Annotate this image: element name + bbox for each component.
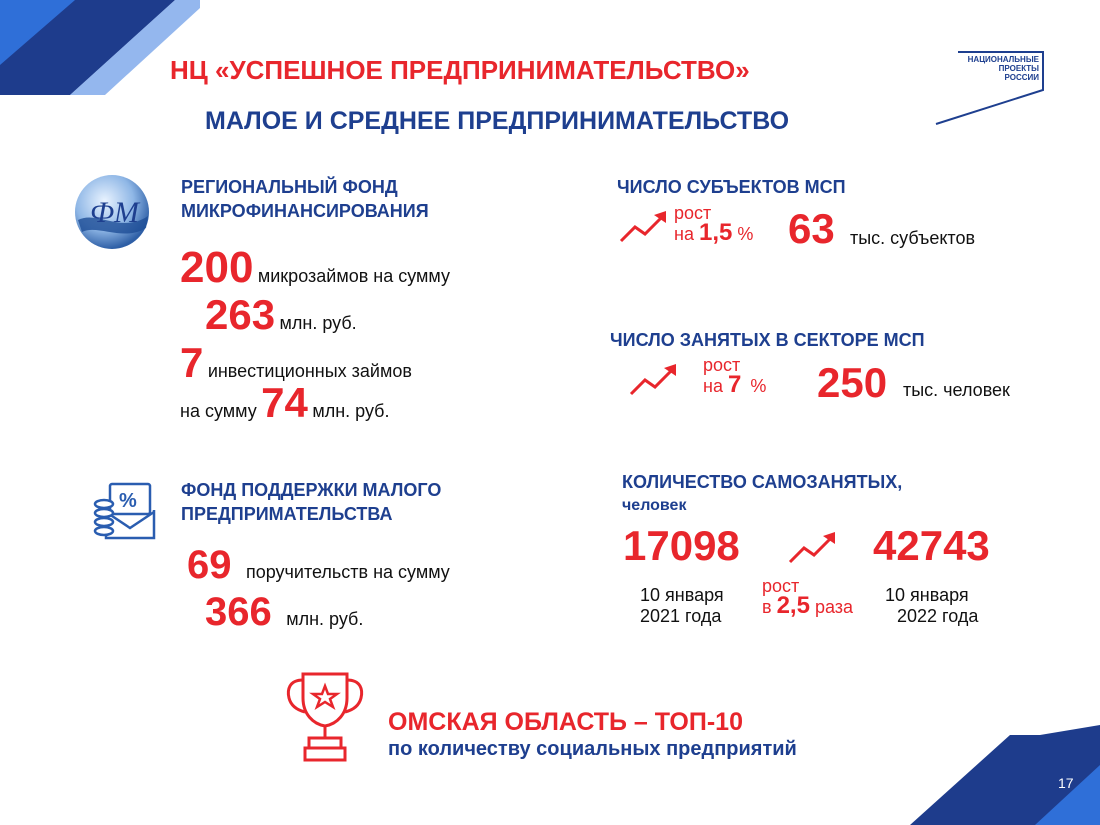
fund-micro-sum2: 74 bbox=[261, 379, 308, 426]
fund-support-text: поручительств на сумму bbox=[245, 562, 450, 582]
fund-support-unit: млн. руб. bbox=[286, 609, 364, 629]
fund-support-sum: 366 bbox=[205, 590, 272, 634]
fund-micro-heading-line1: РЕГИОНАЛЬНЫЙ ФОНД bbox=[181, 177, 398, 197]
fund-micro-text2: инвестиционных займов bbox=[207, 361, 412, 381]
self-employed-heading bbox=[622, 470, 902, 518]
fund-micro-row3 bbox=[180, 339, 412, 386]
fund-micro-heading-line2: МИКРОФИНАНСИРОВАНИЯ bbox=[181, 201, 429, 221]
fund-micro-count1: 200 bbox=[180, 243, 254, 292]
page-subtitle: МАЛОЕ И СРЕДНЕЕ ПРЕДПРИНИМАТЕЛЬСТВО bbox=[205, 107, 790, 135]
logo-line-1: НАЦИОНАЛЬНЫЕ bbox=[967, 55, 1039, 64]
fm-logo-icon bbox=[72, 172, 152, 252]
msp-subjects-growth-unit: % bbox=[737, 224, 754, 244]
self-employed-date-after-line1: 10 января bbox=[885, 585, 969, 605]
logo-line-2: ПРОЕКТЫ bbox=[998, 64, 1039, 73]
msp-subjects-heading: ЧИСЛО СУБЪЕКТОВ МСП bbox=[617, 177, 846, 197]
self-employed-growth-word: рост bbox=[762, 576, 800, 596]
top10-line2: по количеству социальных предприятий bbox=[388, 738, 797, 760]
fund-support-heading bbox=[181, 478, 441, 526]
fund-support-row1 bbox=[187, 545, 450, 585]
page-title: НЦ «УСПЕШНОЕ ПРЕДПРИНИМАТЕЛЬСТВО» bbox=[170, 55, 750, 85]
fund-micro-text1: микрозаймов на сумму bbox=[257, 266, 450, 286]
self-employed-date-before bbox=[640, 585, 724, 627]
fund-support-row2 bbox=[205, 592, 363, 632]
national-projects-logo bbox=[930, 48, 1045, 128]
self-employed-value-after: 42743 bbox=[873, 522, 990, 569]
fund-micro-unit1: млн. руб. bbox=[279, 313, 357, 333]
fund-micro-unit2: млн. руб. bbox=[312, 401, 390, 421]
fund-micro-row1 bbox=[180, 243, 450, 292]
fund-micro-row4 bbox=[180, 379, 390, 426]
growth-arrow-icon bbox=[618, 207, 670, 245]
fund-micro-text3: на сумму bbox=[180, 401, 257, 421]
msp-subjects-growth-value: 1,5 bbox=[698, 219, 733, 246]
msp-employed-unit: тыс. человек bbox=[903, 380, 1010, 400]
msp-employed-growth-word: рост bbox=[703, 355, 741, 375]
fund-support-heading-line2: ПРЕДПРИМАТЕЛЬСТВА bbox=[181, 504, 393, 524]
msp-subjects-growth-word: рост bbox=[674, 203, 712, 223]
self-employed-growth-suffix: раза bbox=[814, 597, 854, 617]
fund-micro-heading bbox=[181, 175, 429, 223]
self-employed-heading-line1: КОЛИЧЕСТВО САМОЗАНЯТЫХ, bbox=[622, 472, 903, 492]
fund-micro-sum1: 263 bbox=[205, 291, 276, 338]
msp-subjects-unit: тыс. субъектов bbox=[850, 228, 976, 248]
msp-employed-heading: ЧИСЛО ЗАНЯТЫХ В СЕКТОРЕ МСП bbox=[610, 330, 925, 350]
top10-line1: ОМСКАЯ ОБЛАСТЬ – ТОП-10 bbox=[388, 708, 743, 736]
self-employed-date-before-line1: 10 января bbox=[640, 585, 724, 605]
self-employed-date-before-line2: 2021 года bbox=[640, 606, 722, 626]
msp-subjects-growth bbox=[674, 203, 753, 244]
msp-subjects-growth-prefix: на bbox=[674, 224, 694, 244]
msp-employed-growth-prefix: на bbox=[703, 376, 723, 396]
page-number: 17 bbox=[1058, 775, 1074, 791]
msp-subjects-value: 63 bbox=[788, 205, 835, 252]
svg-text:ФМ: ФМ bbox=[90, 196, 139, 229]
percent-money-icon bbox=[92, 480, 162, 542]
trophy-icon bbox=[285, 668, 365, 764]
self-employed-value-before: 17098 bbox=[623, 522, 740, 569]
self-employed-heading-line2: человек bbox=[622, 497, 687, 514]
growth-arrow-icon bbox=[628, 360, 680, 398]
logo-line-3: РОССИИ bbox=[1004, 73, 1039, 82]
self-employed-growth bbox=[762, 576, 853, 617]
self-employed-date-after-line2: 2022 года bbox=[897, 606, 979, 626]
self-employed-growth-prefix: в bbox=[762, 597, 772, 617]
msp-employed-growth bbox=[703, 355, 766, 396]
self-employed-date-after bbox=[885, 585, 978, 627]
fund-micro-row2 bbox=[205, 291, 357, 338]
fund-micro-count2: 7 bbox=[180, 339, 204, 386]
self-employed-growth-value: 2,5 bbox=[776, 592, 810, 619]
msp-employed-growth-unit: % bbox=[750, 376, 767, 396]
fund-support-count: 69 bbox=[187, 543, 232, 587]
growth-arrow-icon bbox=[787, 528, 839, 566]
svg-text:%: % bbox=[119, 490, 137, 512]
msp-employed-value: 250 bbox=[817, 359, 888, 406]
fund-support-heading-line1: ФОНД ПОДДЕРЖКИ МАЛОГО bbox=[181, 480, 442, 500]
msp-employed-growth-value: 7 bbox=[727, 371, 742, 398]
